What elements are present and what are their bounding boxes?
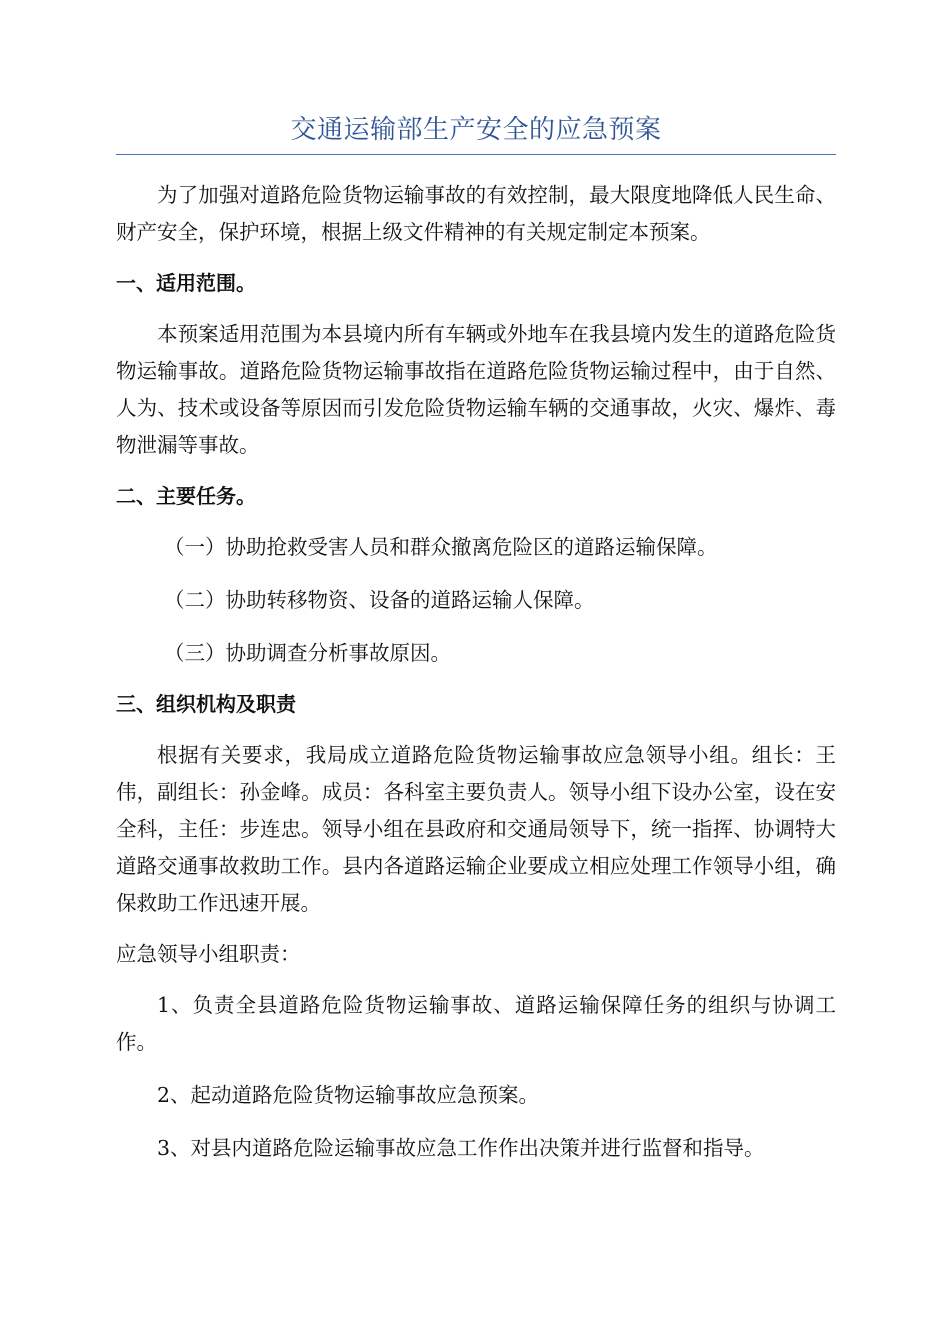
document-page: [116, 108, 836, 1167]
document-title: 交通运输部生产安全的应急预案: [116, 108, 836, 155]
duty-item-2: 2、起动道路危险货物运输事故应急预案。: [157, 1083, 540, 1107]
section-1-body: 本预案适用范围为本县境内所有车辆或外地车在我县境内发生的道路危险货物运输事故。道路危险货物运输事故指在道路危险货物运输过程中，由于自然、人为、技术或设备等原因而引发危险货物运输车辆的交通事故，火灾、爆炸、毒物泄漏等事故。: [116, 322, 836, 457]
task-item-2: （二）协助转移物资、设备的道路运输人保障。: [164, 588, 595, 612]
section-3-body: 根据有关要求，我局成立道路危险货物运输事故应急领导小组。组长：王伟，副组长：孙金峰。成员：各科室主要负责人。领导小组下设办公室，设在安全科，主任：步连忠。领导小组在县政府和交通局领导下，统一指挥、协调特大道路交通事故救助工作。县内各道路运输企业要成立相应处理工作领导小组，确保救助工作迅速开展。: [116, 743, 836, 915]
duty-item-1: 1、负责全县道路危险货物运输事故、道路运输保障任务的组织与协调工作。: [116, 993, 836, 1054]
section-1-heading: 一、适用范围。: [116, 271, 256, 295]
intro-paragraph: 为了加强对道路危险货物运输事故的有效控制，最大限度地降低人民生命、财产安全，保护环境，根据上级文件精神的有关规定制定本预案。: [116, 183, 836, 244]
duty-item-3: 3、对县内道路危险运输事故应急工作作出决策并进行监督和指导。: [157, 1136, 765, 1160]
section-2-heading: 二、主要任务。: [116, 484, 256, 508]
task-item-3: （三）协助调查分析事故原因。: [164, 641, 451, 665]
section-3-heading: 三、组织机构及职责: [116, 692, 296, 716]
duties-label: 应急领导小组职责：: [116, 942, 301, 966]
task-item-1: （一）协助抢救受害人员和群众撤离危险区的道路运输保障。: [164, 535, 718, 559]
